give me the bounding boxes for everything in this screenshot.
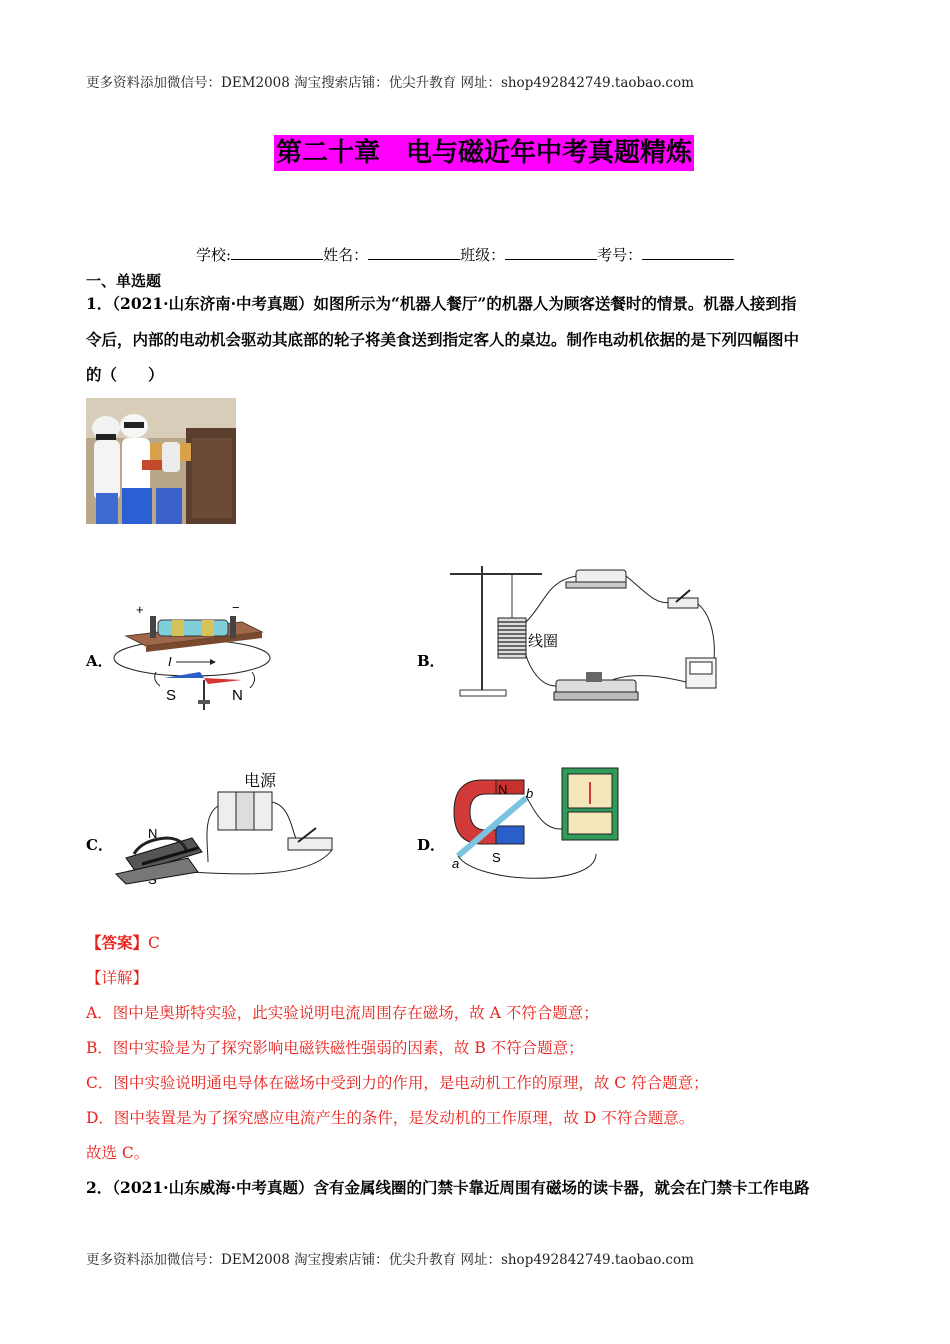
answer-line [86, 931, 160, 953]
number-blank [642, 245, 734, 260]
school-blank [231, 245, 323, 260]
page-title: 第二十章 电与磁近年中考真题精炼 [274, 135, 694, 171]
d-a-label: a [452, 856, 460, 871]
electromagnet-experiment-figure [446, 562, 730, 717]
c-n-label: N [148, 826, 158, 841]
a-s-label: S [166, 687, 177, 704]
a-minus-label: − [232, 600, 240, 615]
c-power-label: 电源 [244, 773, 277, 790]
detail-line: B．图中实验是为了探究影响电磁铁磁性强弱的因素，故 B 不符合题意； [86, 1039, 584, 1057]
class-label: 班级： [460, 246, 506, 264]
detail-line: C．图中实验说明通电导体在磁场中受到力的作用，是电动机工作的原理，故 C 符合题意； [86, 1074, 709, 1092]
a-n-label: N [232, 687, 243, 704]
name-label: 姓名： [323, 246, 369, 264]
question-text: 如图所示为“机器人餐厅”的机器人为顾客送餐时的情景。机器人接到指 [313, 294, 797, 313]
question-source: （2021·山东威海·中考真题） [112, 1178, 314, 1197]
conclusion-line: 故选 C。 [86, 1144, 150, 1162]
question-text: 含有金属线圈的门禁卡靠近周围有磁场的读卡器，就会在门禁卡工作电路 [313, 1178, 810, 1197]
detail-line: D．图中装置是为了探究感应电流产生的条件，是发动机的工作原理，故 D 不符合题意。 [86, 1109, 695, 1127]
a-plus-label: + [136, 602, 144, 617]
option-c-label: C． [86, 836, 113, 854]
option-d-label: D． [417, 836, 446, 854]
question-1-line-1 [86, 286, 866, 322]
b-coil-label: 线圈 [528, 633, 559, 650]
answer-label: 【答案】 [86, 933, 149, 952]
d-b-label: b [526, 786, 534, 801]
question-1-line-2: 令后，内部的电动机会驱动其底部的轮子将美食送到指定客人的桌边。制作电动机依据的是下列四幅图中 [86, 330, 800, 349]
student-info-line [196, 244, 734, 265]
motor-principle-figure [112, 766, 338, 888]
question-1 [86, 286, 866, 392]
d-s-label: S [492, 850, 501, 865]
question-source: （2021·山东济南·中考真题） [112, 294, 314, 313]
detail-label: 【详解】 [86, 969, 149, 987]
answer-value: C [148, 934, 160, 952]
page-footer: 更多资料添加微信号：DEM2008 淘宝搜索店铺：优尖升教育 网址：shop492842749.taobao.com [86, 1252, 694, 1268]
a-current-label: I [168, 654, 172, 669]
robot-restaurant-photo [86, 398, 236, 524]
name-blank [368, 245, 460, 260]
induction-experiment-figure [446, 764, 636, 888]
detail-line: A．图中是奥斯特实验，此实验说明电流周围存在磁场，故 A 不符合题意； [86, 1004, 599, 1022]
question-number: 2． [86, 1178, 113, 1197]
question-1-line-3: 的（ ） [86, 365, 164, 384]
section-heading: 一、单选题 [86, 272, 162, 290]
question-2 [86, 1176, 810, 1198]
question-number: 1． [86, 294, 113, 313]
number-label: 考号： [597, 246, 643, 264]
school-label: 学校: [196, 246, 232, 264]
class-blank [505, 245, 597, 260]
page-header: 更多资料添加微信号：DEM2008 淘宝搜索店铺：优尖升教育 网址：shop492842749.taobao.com [86, 75, 694, 91]
d-n-label: N [498, 782, 508, 797]
oersted-experiment-figure [112, 600, 272, 710]
option-b-label: B． [417, 652, 445, 670]
option-a-label: A． [86, 652, 113, 670]
